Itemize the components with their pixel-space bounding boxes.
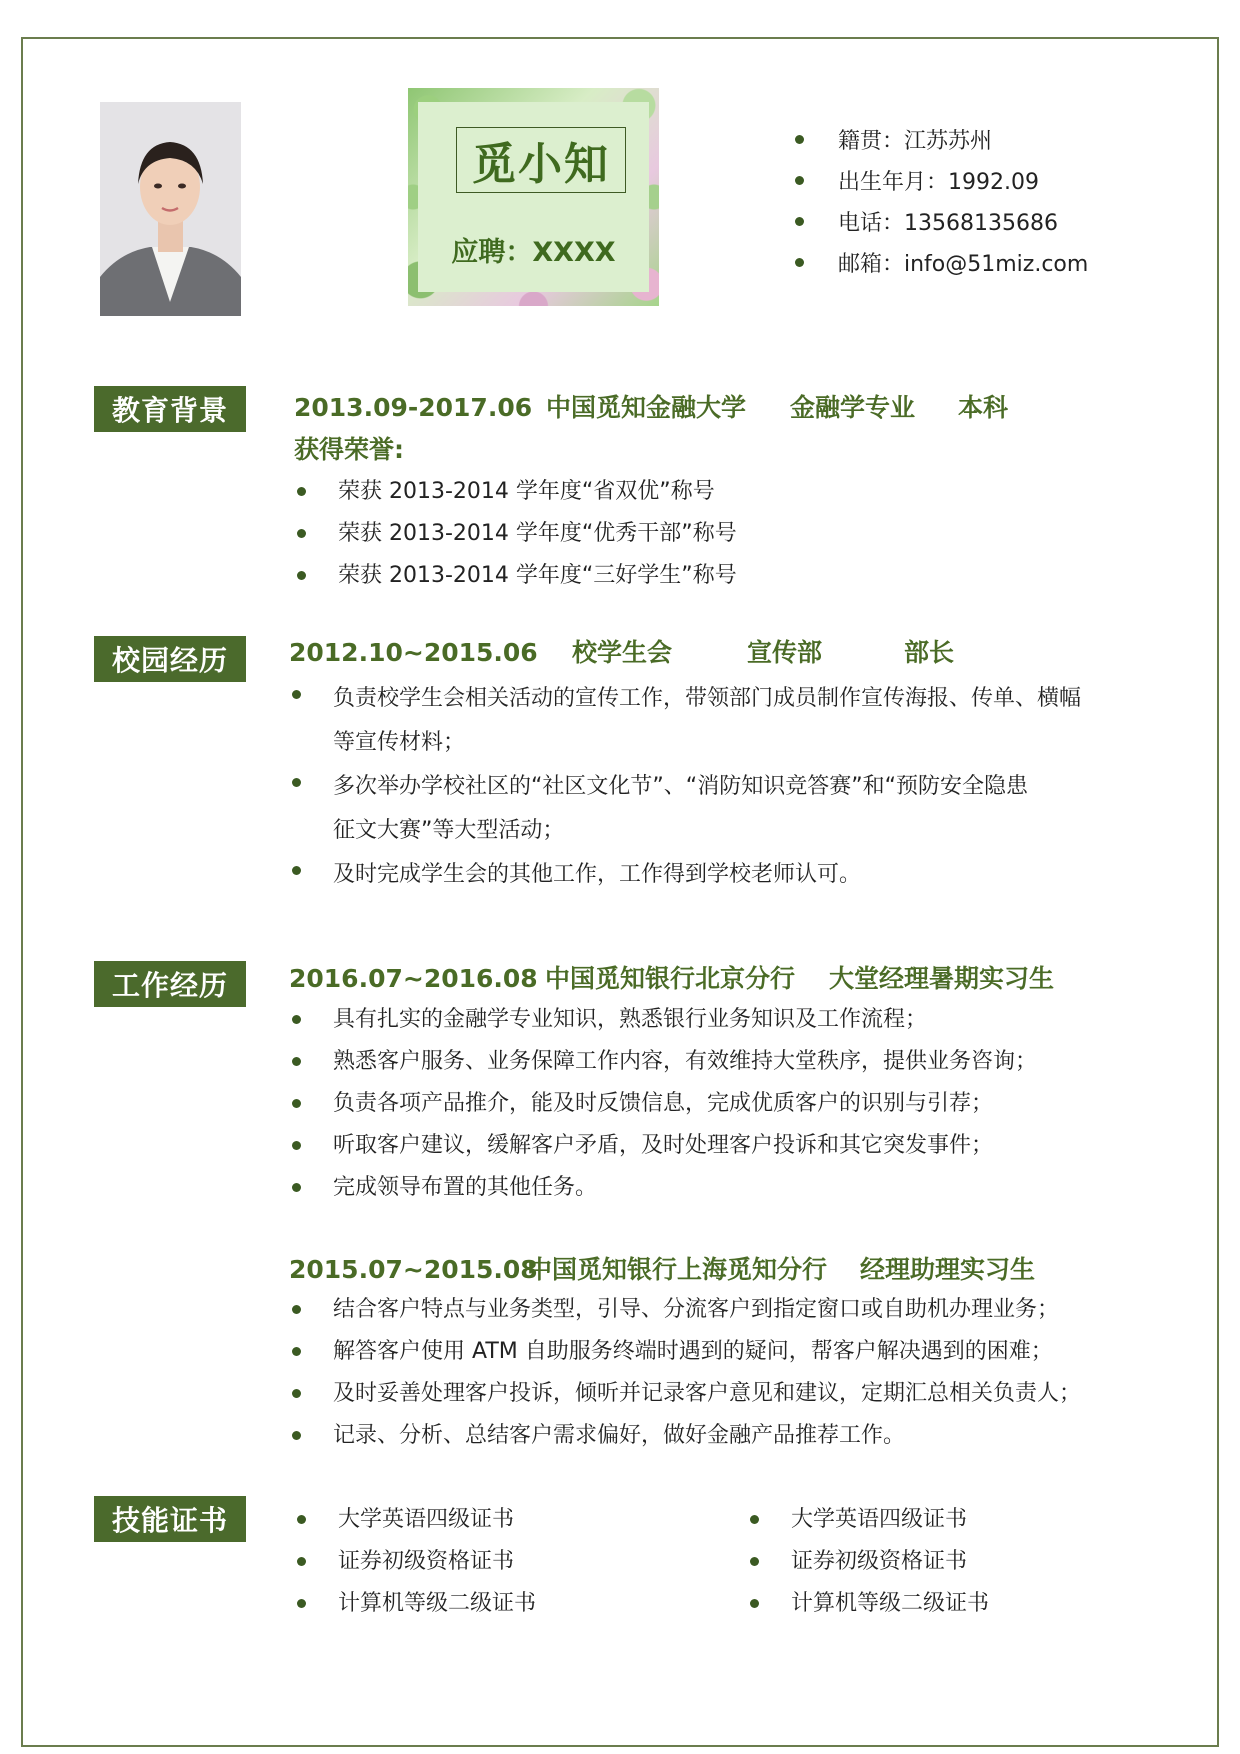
campus-item-line: 等宣传材料； xyxy=(333,730,466,755)
skill-item: 大学英语四级证书 xyxy=(747,1502,989,1544)
campus-role: 部长 xyxy=(904,638,955,667)
job-duties-list xyxy=(289,1002,1037,1212)
duty-item: 听取客户建议，缓解客户矛盾，及时处理客户投诉和其它突发事件； xyxy=(289,1128,1037,1170)
honor-item: 荣获 2013-2014 学年度“三好学生”称号 xyxy=(294,558,737,600)
education-degree: 本科 xyxy=(958,393,1009,422)
personal-info-list xyxy=(790,124,1088,288)
honor-item: 荣获 2013-2014 学年度“优秀干部”称号 xyxy=(294,516,737,558)
profile-photo xyxy=(100,102,241,316)
apply-position: 应聘：XXXX xyxy=(451,237,616,268)
name-card-inner xyxy=(418,102,649,292)
education-major: 金融学专业 xyxy=(790,393,916,422)
honors-title: 获得荣誉: xyxy=(294,435,404,464)
campus-period: 2012.10~2015.06 xyxy=(289,638,538,667)
info-birth: 出生年月：1992.09 xyxy=(790,165,1088,206)
campus-dept: 宣传部 xyxy=(747,638,823,667)
duty-item: 解答客户使用 ATM 自助服务终端时遇到的疑问，帮客户解决遇到的困难； xyxy=(289,1334,1081,1376)
candidate-name: 觅小知 xyxy=(456,127,626,193)
info-hometown: 籍贯：江苏苏州 xyxy=(790,124,1088,165)
honor-item: 荣获 2013-2014 学年度“省双优”称号 xyxy=(294,474,737,516)
skill-item: 计算机等级二级证书 xyxy=(747,1586,989,1628)
job-company: 中国觅知银行上海觅知分行 xyxy=(527,1255,828,1284)
job-position: 大堂经理暑期实习生 xyxy=(829,964,1055,993)
duty-item: 熟悉客户服务、业务保障工作内容，有效维持大堂秩序，提供业务咨询； xyxy=(289,1044,1037,1086)
education-period: 2013.09-2017.06 xyxy=(294,393,533,422)
campus-item xyxy=(289,765,1081,853)
campus-item-line: 多次举办学校社区的“社区文化节”、“消防知识竞答赛”和“预防安全隐患 xyxy=(333,774,1028,799)
job-company: 中国觅知银行北京分行 xyxy=(545,964,796,993)
job-heading xyxy=(289,1250,1035,1286)
skill-item: 计算机等级二级证书 xyxy=(294,1586,536,1628)
name-card xyxy=(408,88,659,306)
skill-item: 证券初级资格证书 xyxy=(747,1544,989,1586)
job-period: 2015.07~2015.08 xyxy=(289,1255,538,1284)
job-period: 2016.07~2016.08 xyxy=(289,964,538,993)
education-heading xyxy=(294,388,1008,424)
duty-item: 及时妥善处理客户投诉，倾听并记录客户意见和建议，定期汇总相关负责人； xyxy=(289,1376,1081,1418)
campus-item-line: 负责校学生会相关活动的宣传工作，带领部门成员制作宣传海报、传单、横幅 xyxy=(333,686,1082,711)
info-email: 邮箱：info@51miz.com xyxy=(790,247,1088,288)
duty-item: 结合客户特点与业务类型，引导、分流客户到指定窗口或自助机办理业务； xyxy=(289,1292,1081,1334)
info-phone: 电话：13568135686 xyxy=(790,206,1088,247)
duty-item: 记录、分析、总结客户需求偏好，做好金融产品推荐工作。 xyxy=(289,1418,1081,1460)
campus-item-line: 及时完成学生会的其他工作，工作得到学校老师认可。 xyxy=(333,862,862,887)
campus-org: 校学生会 xyxy=(572,638,673,667)
honors-list xyxy=(294,474,737,600)
skill-item: 大学英语四级证书 xyxy=(294,1502,536,1544)
section-label-work: 工作经历 xyxy=(94,961,246,1007)
section-label-education: 教育背景 xyxy=(94,386,246,432)
campus-list xyxy=(289,677,1081,897)
duty-item: 具有扎实的金融学专业知识，熟悉银行业务知识及工作流程； xyxy=(289,1002,1037,1044)
section-label-campus: 校园经历 xyxy=(94,636,246,682)
campus-heading xyxy=(289,633,954,669)
skills-list-left xyxy=(294,1502,536,1628)
skills-list-right xyxy=(747,1502,989,1628)
job-position: 经理助理实习生 xyxy=(860,1255,1036,1284)
campus-item-line: 征文大赛”等大型活动； xyxy=(333,818,565,843)
campus-item xyxy=(289,853,1081,897)
job-heading xyxy=(289,959,1054,995)
duty-item: 完成领导布置的其他任务。 xyxy=(289,1170,1037,1212)
duty-item: 负责各项产品推介，能及时反馈信息，完成优质客户的识别与引荐； xyxy=(289,1086,1037,1128)
job-duties-list xyxy=(289,1292,1081,1460)
skill-item: 证券初级资格证书 xyxy=(294,1544,536,1586)
campus-item xyxy=(289,677,1081,765)
education-school: 中国觅知金融大学 xyxy=(546,393,747,422)
section-label-skills: 技能证书 xyxy=(94,1496,246,1542)
